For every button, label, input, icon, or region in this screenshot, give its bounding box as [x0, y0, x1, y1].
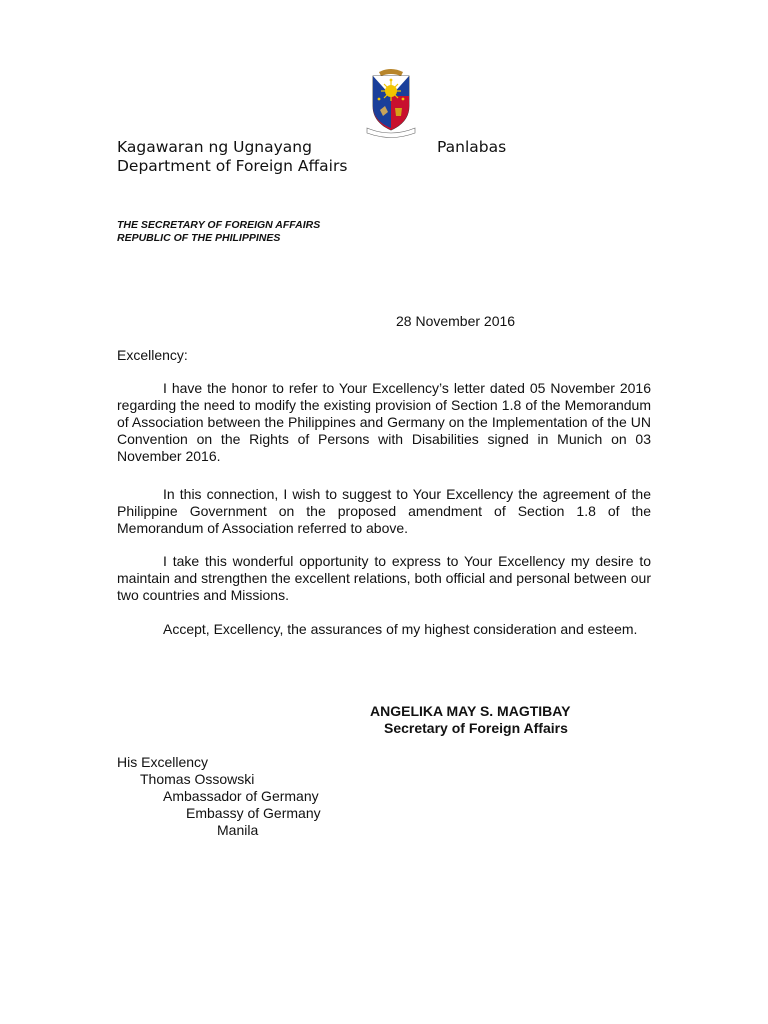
philippine-coat-of-arms-icon: [361, 66, 421, 138]
body-paragraph-2: In this connection, I wish to suggest to Your Excellency the agreement of the Philippine Government on the proposed amendment of Section 1.8 of the Memorandum of Association referred to above.: [117, 486, 651, 536]
addressee-honorific: His Excellency: [117, 754, 209, 770]
signatory-title: Secretary of Foreign Affairs: [384, 720, 568, 736]
addressee-organization: Embassy of Germany: [186, 805, 321, 821]
department-name-tagalog: Kagawaran ng Ugnayang: [117, 138, 312, 156]
body-paragraph-3: I take this wonderful opportunity to express to Your Excellency my desire to maintain and strengthen the excellent relations, both official and personal between our two countries and Missions.: [117, 553, 651, 603]
body-paragraph-4: Accept, Excellency, the assurances of my highest consideration and esteem.: [163, 621, 638, 637]
office-title: THE SECRETARY OF FOREIGN AFFAIRS: [117, 219, 321, 231]
department-name-tagalog-suffix: Panlabas: [437, 138, 507, 156]
signatory-name: ANGELIKA MAY S. MAGTIBAY: [370, 703, 571, 719]
body-paragraph-1: I have the honor to refer to Your Excellency’s letter dated 05 November 2016 regarding the need to modify the existing provision of Section 1.8 of the Memorandum of Association between the Philippines and Germany on the Implementation of the UN Convention on the Rights of Persons with Disabilities signed in Munich on 03 November 2016.: [117, 380, 651, 464]
department-name-english: Department of Foreign Affairs: [117, 157, 348, 175]
salutation: Excellency:: [117, 347, 188, 363]
addressee-name: Thomas Ossowski: [140, 771, 255, 787]
letter-date: 28 November 2016: [396, 313, 516, 329]
office-country: REPUBLIC OF THE PHILIPPINES: [117, 232, 281, 244]
addressee-position: Ambassador of Germany: [163, 788, 319, 804]
addressee-city: Manila: [217, 822, 259, 838]
